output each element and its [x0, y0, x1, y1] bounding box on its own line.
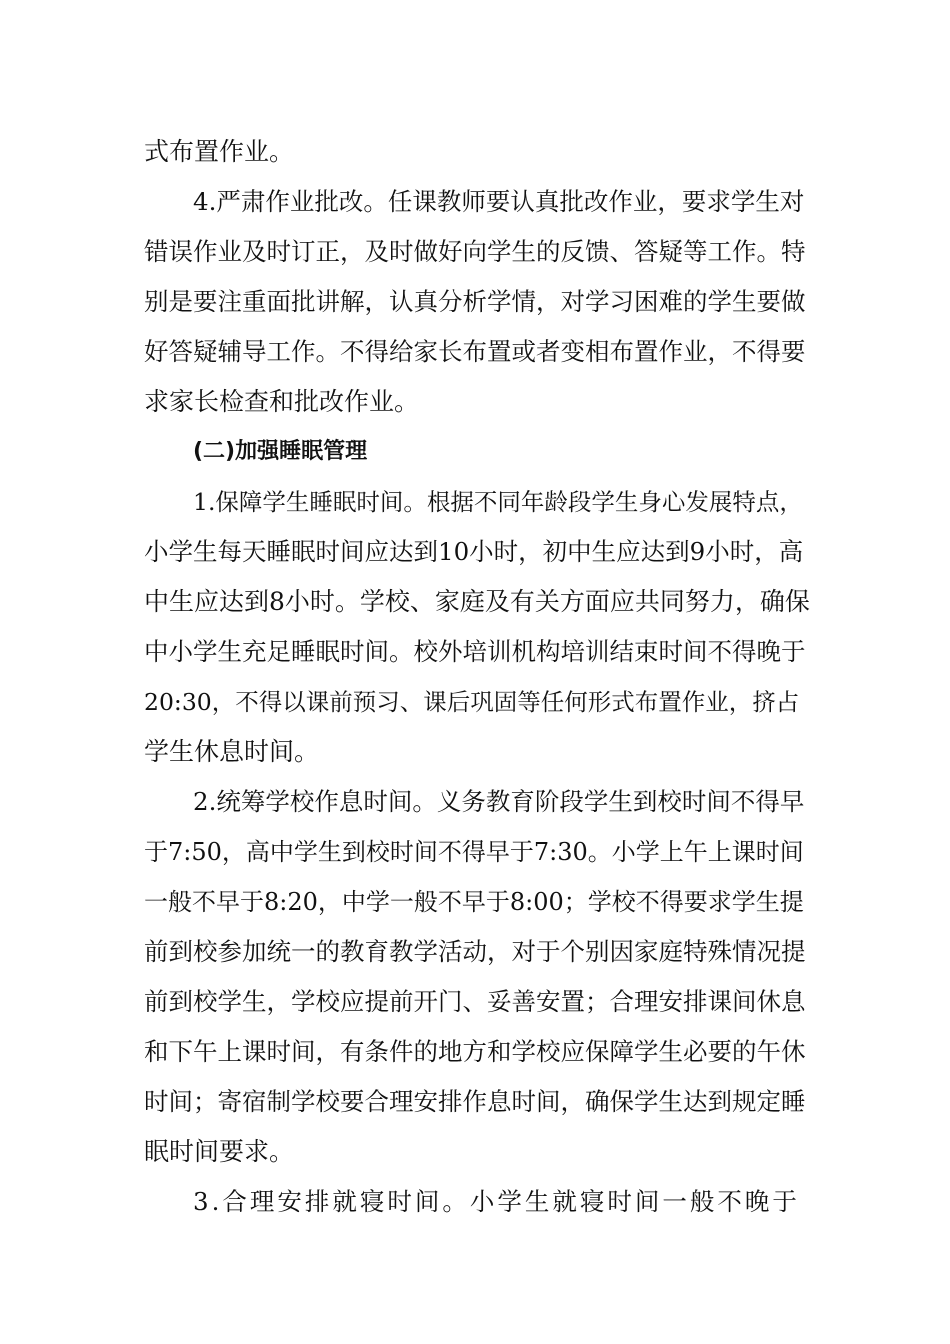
section-heading: (二)加强睡眠管理 [193, 439, 368, 464]
text-line: 式布置作业。 [144, 137, 295, 166]
text-line: 4.严肃作业批改。任课教师要认真批改作业，要求学生对 [193, 187, 805, 216]
text-line: 前到校学生，学校应提前开门、妥善安置；合理安排课间休息 [144, 987, 806, 1016]
text-line: 学生休息时间。 [144, 737, 320, 766]
text-line: 3.合理安排就寝时间。小学生就寝时间一般不晚于 [193, 1187, 800, 1216]
text-line: 小学生每天睡眠时间应达到10小时，初中生应达到9小时，高 [144, 537, 804, 566]
text-line: 前到校参加统一的教育教学活动，对于个别因家庭特殊情况提 [144, 937, 806, 966]
text-line: 别是要注重面批讲解，认真分析学情，对学习困难的学生要做 [144, 287, 806, 316]
text-line: 眠时间要求。 [144, 1137, 295, 1166]
text-line: 错误作业及时订正，及时做好向学生的反馈、答疑等工作。特 [144, 237, 806, 266]
text-line: 1.保障学生睡眠时间。根据不同年龄段学生身心发展特点， [193, 488, 803, 516]
text-line: 中生应达到8小时。学校、家庭及有关方面应共同努力，确保 [144, 587, 810, 616]
text-line: 和下午上课时间，有条件的地方和学校应保障学生必要的午休 [144, 1037, 806, 1066]
text-line: 一般不早于8:20，中学一般不早于8:00；学校不得要求学生提 [144, 888, 804, 916]
text-line: 好答疑辅导工作。不得给家长布置或者变相布置作业，不得要 [144, 337, 806, 366]
text-line: 中小学生充足睡眠时间。校外培训机构培训结束时间不得晚于 [144, 637, 806, 666]
text-line: 于7:50，高中学生到校时间不得早于7:30。小学上午上课时间 [144, 838, 804, 866]
text-line: 求家长检查和批改作业。 [144, 387, 420, 416]
text-line: 2.统筹学校作息时间。义务教育阶段学生到校时间不得早 [193, 787, 805, 816]
text-line: 20:30，不得以课前预习、课后巩固等任何形式布置作业，挤占 [144, 688, 800, 716]
text-line: 时间；寄宿制学校要合理安排作息时间，确保学生达到规定睡 [144, 1087, 806, 1116]
